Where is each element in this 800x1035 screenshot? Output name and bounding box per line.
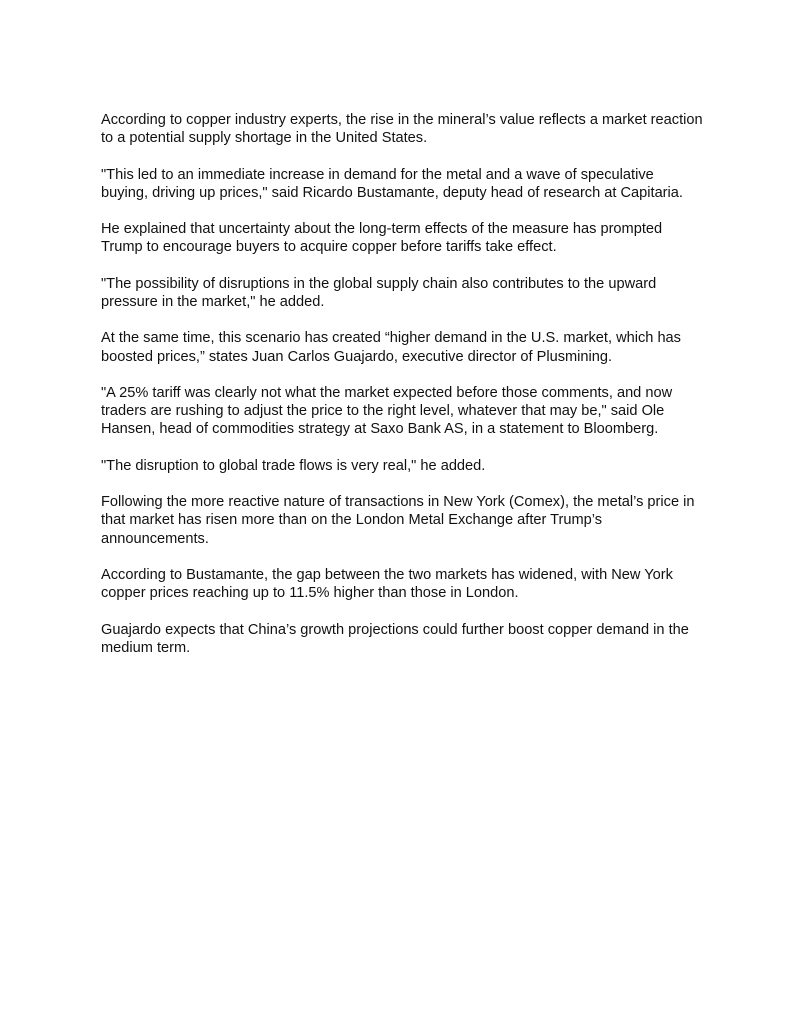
paragraph: He explained that uncertainty about the long-term effects of the measure has prompted Trump to encourage buyers to acquire copper before tariffs take effect. — [101, 221, 663, 256]
paragraph: "The disruption to global trade flows is very real," he added. — [101, 457, 486, 474]
paragraph: "This led to an immediate increase in demand for the metal and a wave of speculative buying, driving up prices," said Ricardo Bustamante, deputy head of research at Capitaria. — [101, 166, 683, 201]
paragraph: Guajardo expects that China’s growth projections could further boost copper demand in the medium term. — [101, 621, 689, 656]
paragraph: "A 25% tariff was clearly not what the market expected before those comments, and now traders are rushing to adjust the price to the right level, whatever that may be," said Ole Hansen, head of commodities strategy at Saxo Bank AS, in a statement to Bloomberg. — [101, 384, 673, 438]
article-body — [101, 111, 703, 675]
paragraph: At the same time, this scenario has created “higher demand in the U.S. market, which has boosted prices,” states Juan Carlos Guajardo, executive director of Plusmining. — [101, 330, 681, 365]
paragraph: According to copper industry experts, the rise in the mineral’s value reflects a market reaction to a potential supply shortage in the United States. — [101, 112, 703, 147]
paragraph: According to Bustamante, the gap between the two markets has widened, with New York copper prices reaching up to 11.5% higher than those in London. — [101, 566, 673, 602]
paragraph: "The possibility of disruptions in the global supply chain also contributes to the upward pressure in the market," he added. — [101, 275, 657, 310]
paragraph: Following the more reactive nature of transactions in New York (Comex), the metal’s price in that market has risen more than on the London Metal Exchange after Trump’s announcements. — [101, 494, 695, 547]
